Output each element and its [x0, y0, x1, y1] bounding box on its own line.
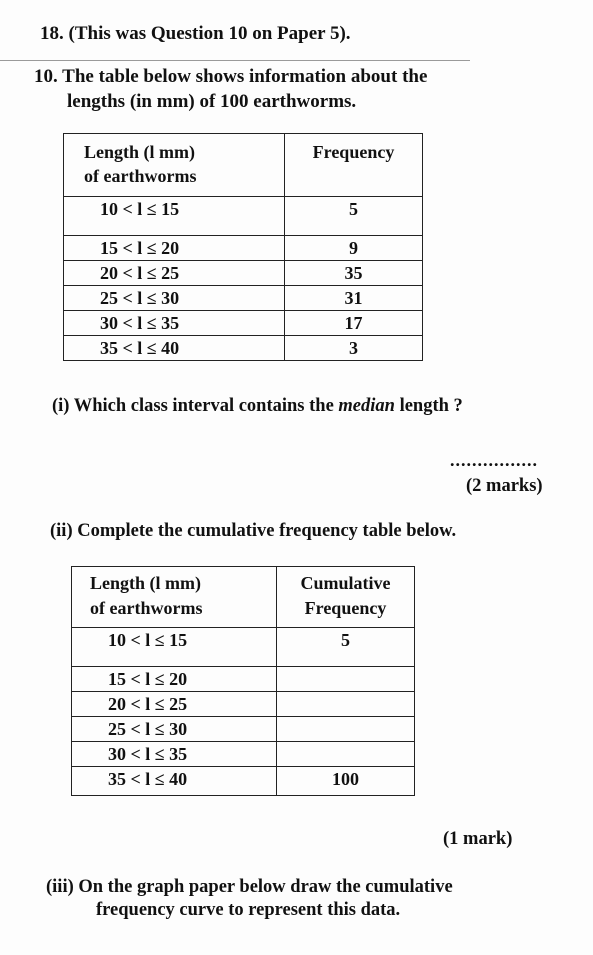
class-interval: 10 < l ≤ 15 — [64, 197, 285, 236]
part-ii-marks: (1 mark) — [443, 829, 513, 849]
table-row — [72, 767, 415, 796]
table-row — [64, 311, 423, 336]
class-interval: 25 < l ≤ 30 — [64, 286, 285, 311]
frequency-value: 9 — [285, 236, 423, 261]
table-header-row — [72, 567, 415, 628]
table-row — [72, 692, 415, 717]
class-interval: 30 < l ≤ 35 — [64, 311, 285, 336]
table-row — [72, 628, 415, 667]
divider — [0, 60, 470, 61]
part-iii-line2: frequency curve to represent this data. — [96, 900, 401, 920]
table-row — [72, 717, 415, 742]
frequency-value: 5 — [285, 197, 423, 236]
length-header-line2: of earthworms — [84, 166, 197, 186]
length-header-line2: of earthworms — [90, 598, 203, 618]
frequency-value: 35 — [285, 261, 423, 286]
cumulative-frequency-table — [71, 566, 415, 796]
cumulative-frequency-header — [277, 567, 415, 628]
class-interval: 35 < l ≤ 40 — [72, 767, 277, 796]
frequency-table — [63, 133, 423, 361]
table-row — [72, 742, 415, 767]
table-row — [64, 261, 423, 286]
median-emphasis: median — [338, 396, 395, 416]
length-header-line1: Length (l mm) — [84, 142, 195, 162]
cumulative-value[interactable] — [277, 667, 415, 692]
cumulative-value[interactable]: 5 — [277, 628, 415, 667]
class-interval: 25 < l ≤ 30 — [72, 717, 277, 742]
table-row — [64, 336, 423, 361]
answer-line[interactable]: ................ — [450, 450, 538, 470]
cumulative-value[interactable] — [277, 742, 415, 767]
class-interval: 30 < l ≤ 35 — [72, 742, 277, 767]
part-ii-question: (ii) Complete the cumulative frequency table below. — [50, 521, 457, 541]
length-header — [64, 134, 285, 197]
table-header-row — [64, 134, 423, 197]
question-text-line1: 10. The table below shows information about the — [34, 66, 428, 87]
table-row — [64, 286, 423, 311]
frequency-value: 31 — [285, 286, 423, 311]
frequency-header: Frequency — [285, 134, 423, 197]
part-i-suffix: length ? — [394, 396, 463, 416]
class-interval: 20 < l ≤ 25 — [72, 692, 277, 717]
question-text-line2: lengths (in mm) of 100 earthworms. — [67, 91, 357, 112]
length-header-line1: Length (l mm) — [90, 573, 201, 593]
question-title: 18. (This was Question 10 on Paper 5). — [40, 23, 351, 44]
table-row — [72, 667, 415, 692]
part-i-marks: (2 marks) — [466, 476, 543, 496]
class-interval: 20 < l ≤ 25 — [64, 261, 285, 286]
cumulative-value[interactable] — [277, 717, 415, 742]
cumulative-value[interactable] — [277, 692, 415, 717]
cumulative-value[interactable]: 100 — [277, 767, 415, 796]
frequency-value: 3 — [285, 336, 423, 361]
part-iii-line1: (iii) On the graph paper below draw the cumulative — [46, 877, 453, 897]
length-header — [72, 567, 277, 628]
class-interval: 10 < l ≤ 15 — [72, 628, 277, 667]
frequency-value: 17 — [285, 311, 423, 336]
class-interval: 35 < l ≤ 40 — [64, 336, 285, 361]
table-row — [64, 236, 423, 261]
cf-header-line2: Frequency — [304, 598, 387, 618]
part-i-label: (i) Which class interval contains the — [52, 396, 339, 416]
class-interval: 15 < l ≤ 20 — [64, 236, 285, 261]
table-row — [64, 197, 423, 236]
class-interval: 15 < l ≤ 20 — [72, 667, 277, 692]
cf-header-line1: Cumulative — [300, 573, 391, 593]
part-i-question — [52, 396, 463, 417]
